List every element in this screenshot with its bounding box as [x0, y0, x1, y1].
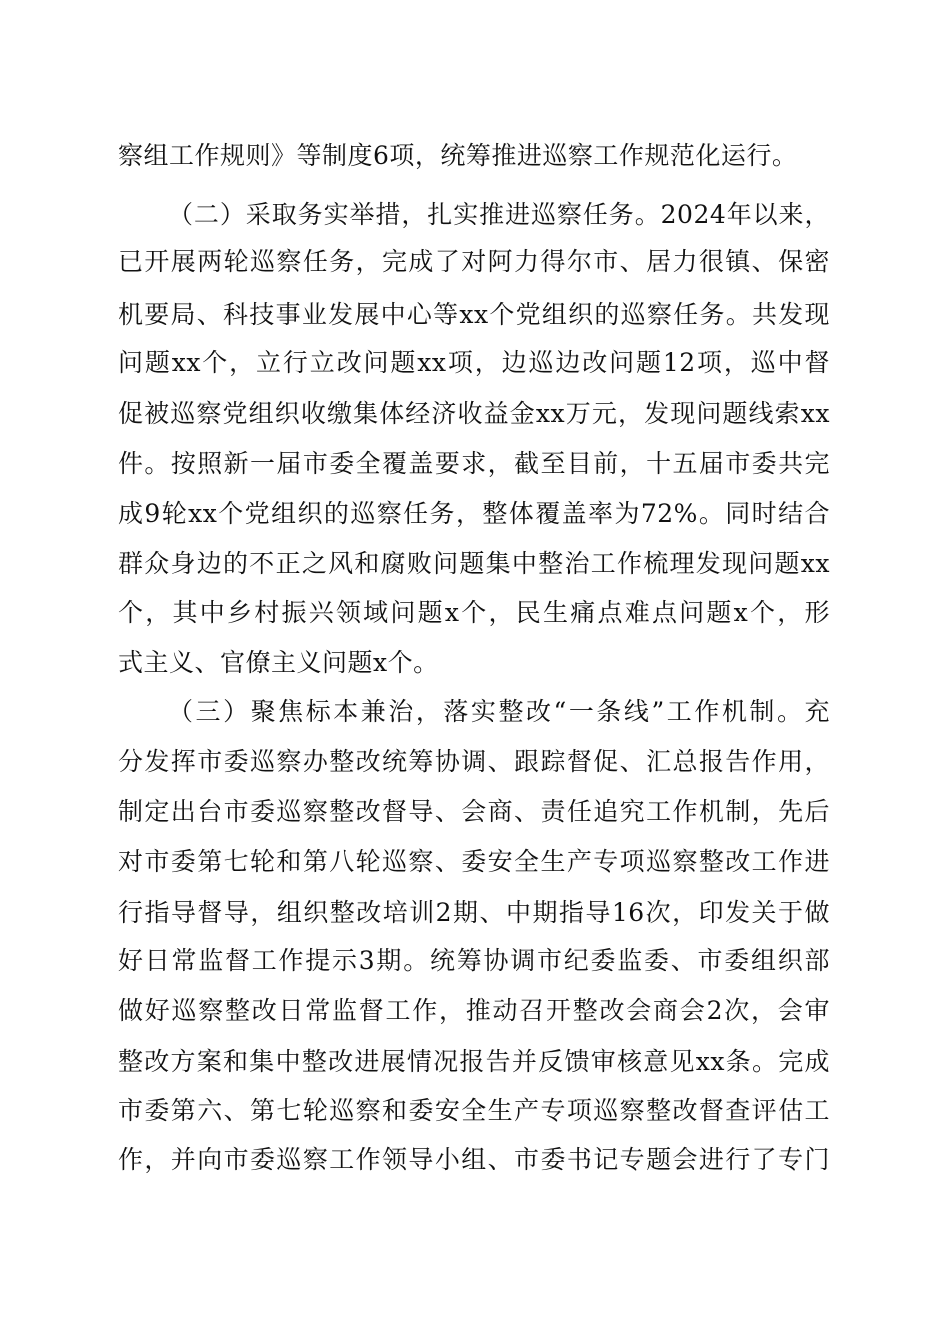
text-line-8: 成9轮xx个党组织的巡察任务，整体覆盖率为72%。同时结合	[118, 499, 830, 528]
text-line-1: 察组工作规则》等制度6项，统筹推进巡察工作规范化运行。	[118, 141, 798, 170]
text-line-18: 做好巡察整改日常监督工作，推动召开整改会商会2次，会审	[118, 996, 830, 1025]
text-line-17: 好日常监督工作提示3期。统筹协调市纪委监委、市委组织部	[118, 946, 830, 975]
text-line-13: 分发挥市委巡察办整改统筹协调、跟踪督促、汇总报告作用，	[118, 747, 830, 776]
text-line-21: 作，并向市委巡察工作领导小组、市委书记专题会进行了专门	[118, 1145, 830, 1174]
text-line-7: 件。按照新一届市委全覆盖要求，截至目前，十五届市委共完	[118, 449, 830, 478]
text-line-5: 问题xx个，立行立改问题xx项，边巡边改问题12项，巡中督	[118, 348, 830, 377]
text-line-3: 已开展两轮巡察任务，完成了对阿力得尔市、居力很镇、保密	[118, 247, 830, 276]
text-line-20: 市委第六、第七轮巡察和委安全生产专项巡察整改督查评估工	[118, 1096, 830, 1125]
text-line-15: 对市委第七轮和第八轮巡察、委安全生产专项巡察整改工作进	[118, 847, 830, 876]
text-line-19: 整改方案和集中整改进展情况报告并反馈审核意见xx条。完成	[118, 1047, 830, 1076]
text-line-11: 式主义、官僚主义问题x个。	[118, 648, 439, 677]
text-line-9: 群众身边的不正之风和腐败问题集中整治工作梳理发现问题xx	[118, 549, 830, 578]
text-line-14: 制定出台市委巡察整改督导、会商、责任追究工作机制，先后	[118, 797, 830, 826]
text-line-6: 促被巡察党组织收缴集体经济收益金xx万元，发现问题线索xx	[118, 399, 830, 428]
text-line-16: 行指导督导，组织整改培训2期、中期指导16次，印发关于做	[118, 898, 830, 927]
section-2-heading-line: （二）采取务实举措，扎实推进巡察任务。2024年以来，	[168, 200, 830, 229]
text-line-10: 个，其中乡村振兴领域问题x个，民生痛点难点问题x个，形	[118, 598, 830, 627]
section-3-heading-line: （三）聚焦标本兼治，落实整改“一条线”工作机制。充	[168, 697, 830, 726]
text-line-4: 机要局、科技事业发展中心等xx个党组织的巡察任务。共发现	[118, 300, 830, 329]
